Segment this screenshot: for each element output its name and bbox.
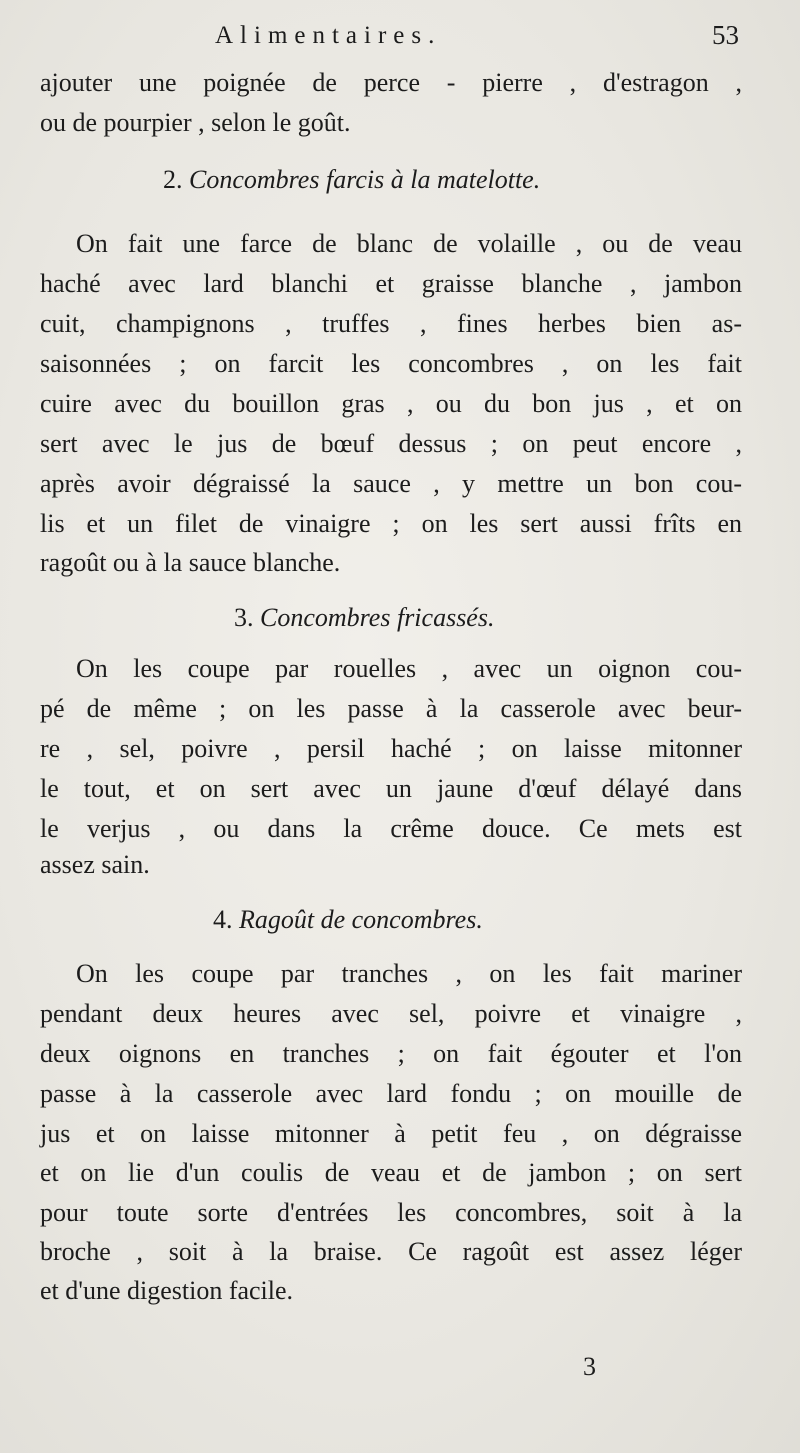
text-line: saisonnées ; on farcit les concombres , on les fait <box>40 349 742 378</box>
text-line: et d'une digestion facile. <box>40 1276 294 1305</box>
text-line: cuire avec du bouillon gras , ou du bon jus , et on <box>40 389 742 418</box>
text-line: après avoir dégraissé la sauce , y mettre un bon cou- <box>40 469 742 498</box>
section-number: 4. <box>213 905 233 934</box>
section-number: 3. <box>234 603 254 632</box>
text-line: cuit, champignons , truffes , fines herbes bien as- <box>40 309 742 338</box>
text-line: pendant deux heures avec sel, poivre et vinaigre , <box>40 999 742 1028</box>
page-number: 53 <box>712 20 739 50</box>
section-title: Concombres farcis à la matelotte. <box>189 165 541 194</box>
text-line: On fait une farce de blanc de volaille , ou de veau <box>76 229 742 258</box>
text-line: jus et on laisse mitonner à petit feu , on dégraisse <box>40 1119 742 1148</box>
text-line: le verjus , ou dans la crême douce. Ce mets est <box>40 814 742 843</box>
text-line: assez sain. <box>40 850 150 879</box>
section-heading <box>234 601 494 635</box>
text-line: passe à la casserole avec lard fondu ; on mouille de <box>40 1079 742 1108</box>
section-title: Concombres fricassés. <box>260 603 495 632</box>
text-line: On les coupe par tranches , on les fait mariner <box>76 959 742 988</box>
text-line: lis et un filet de vinaigre ; on les sert aussi frîts en <box>40 509 742 538</box>
text-line: pé de même ; on les passe à la casserole avec beur- <box>40 694 742 723</box>
running-head: Alimentaires. <box>215 22 442 49</box>
text-line: haché avec lard blanchi et graisse blanche , jambon <box>40 269 742 298</box>
text-line: le tout, et on sert avec un jaune d'œuf délayé dans <box>40 774 742 803</box>
section-heading <box>213 903 483 937</box>
text-line: ajouter une poignée de perce - pierre , d'estragon , <box>40 68 742 97</box>
section-heading <box>163 163 540 197</box>
signature-mark: 3 <box>583 1352 596 1381</box>
text-line: re , sel, poivre , persil haché ; on laisse mitonner <box>40 734 742 763</box>
text-line: ou de pourpier , selon le goût. <box>40 108 351 137</box>
text-line: On les coupe par rouelles , avec un oignon cou- <box>76 654 742 683</box>
section-title: Ragoût de concombres. <box>239 905 483 934</box>
section-number: 2. <box>163 165 183 194</box>
text-line: pour toute sorte d'entrées les concombres, soit à la <box>40 1198 742 1227</box>
text-line: deux oignons en tranches ; on fait égouter et l'on <box>40 1039 742 1068</box>
text-line: sert avec le jus de bœuf dessus ; on peut encore , <box>40 429 742 458</box>
text-line: broche , soit à la braise. Ce ragoût est assez léger <box>40 1237 742 1266</box>
text-line: ragoût ou à la sauce blanche. <box>40 548 341 577</box>
text-line: et on lie d'un coulis de veau et de jambon ; on sert <box>40 1158 742 1187</box>
